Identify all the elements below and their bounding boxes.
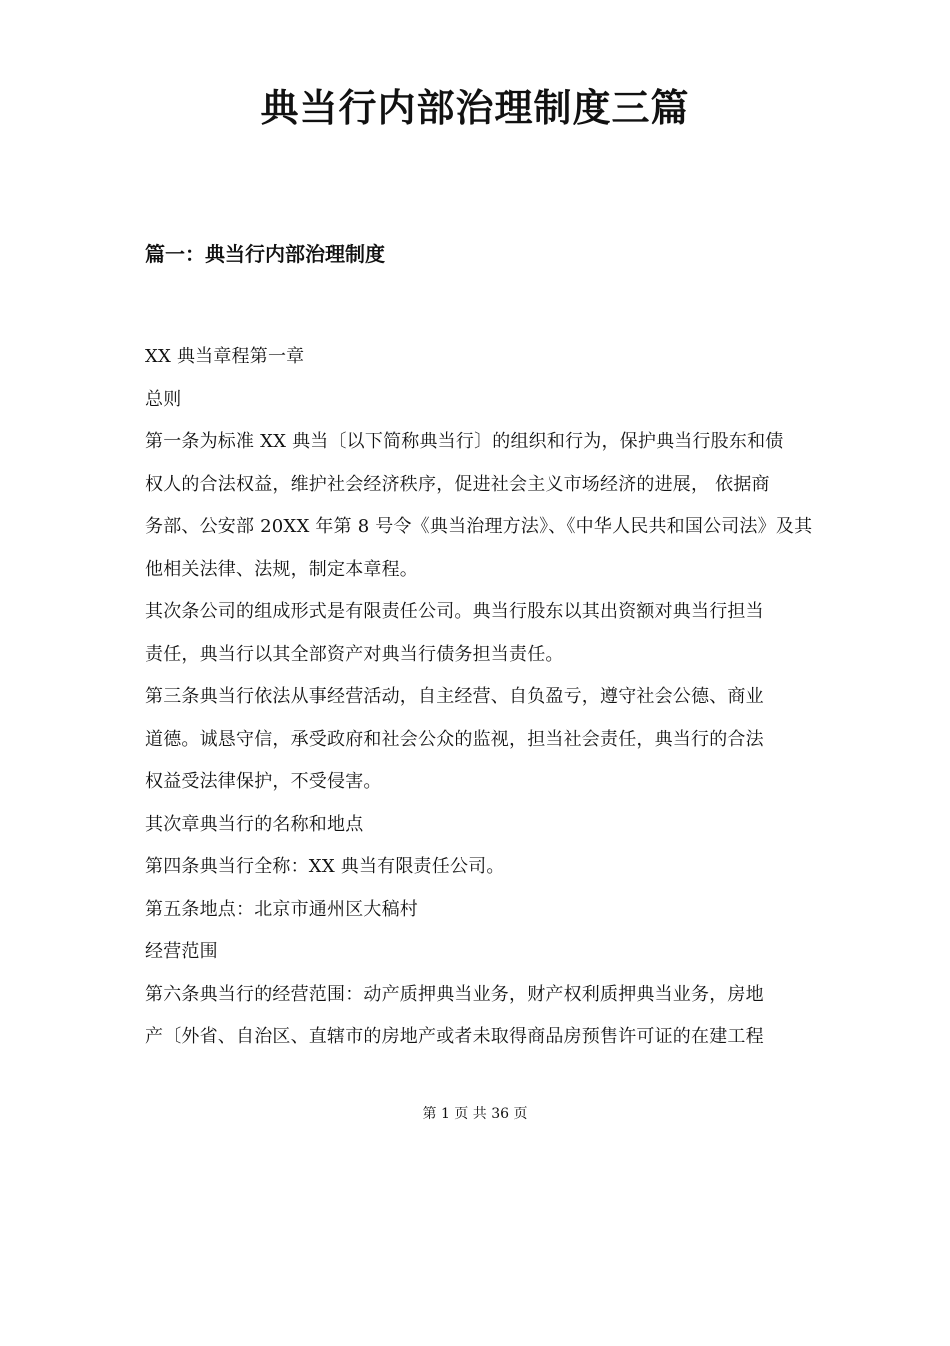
body-line: XX 典当章程第一章 (145, 346, 305, 367)
body-line: 他相关法律、法规，制定本章程。 (145, 558, 418, 580)
body-line: 经营范围 (145, 941, 218, 962)
body-line: 总则 (145, 388, 182, 410)
document-body (145, 336, 825, 1059)
body-line: 第五条地点：北京市通州区大稿村 (145, 898, 418, 920)
body-line: 第四条典当行全称：XX 典当有限责任公司。 (145, 856, 505, 877)
section-heading: 篇一：典当行内部治理制度 (145, 242, 385, 266)
body-line: 道德。诚恳守信，承受政府和社会公众的监视，担当社会责任，典当行的合法 (145, 728, 764, 750)
body-line: 其次条公司的组成形式是有限责任公司。典当行股东以其出资额对典当行担当 (145, 601, 764, 622)
document-title: 典当行内部治理制度三篇 (260, 86, 690, 130)
body-line: 权人的合法权益，维护社会经济秩序，促进社会主义市场经济的进展， 依据商 (145, 473, 770, 495)
body-line: 权益受法律保护，不受侵害。 (145, 771, 382, 792)
body-line: 第三条典当行依法从事经营活动，自主经营、自负盈亏，遵守社会公德、商业 (145, 686, 764, 707)
body-line: 产〔外省、自治区、直辖市的房地产或者未取得商品房预售许可证的在建工程 (145, 1026, 764, 1047)
page-footer: 第 1 页 共 36 页 (422, 1106, 528, 1122)
body-line: 第一条为标准 XX 典当〔以下简称典当行〕的组织和行为，保护典当行股东和债 (145, 431, 784, 452)
body-line: 第六条典当行的经营范围：动产质押典当业务，财产权利质押典当业务，房地 (145, 983, 764, 1005)
body-line: 责任，典当行以其全部资产对典当行债务担当责任。 (145, 643, 564, 665)
body-line: 务部、公安部 20XX 年第 8 号令《典当治理方法》、《中华人民共和国公司法》及其 (145, 516, 813, 537)
body-line: 其次章典当行的名称和地点 (145, 813, 364, 835)
